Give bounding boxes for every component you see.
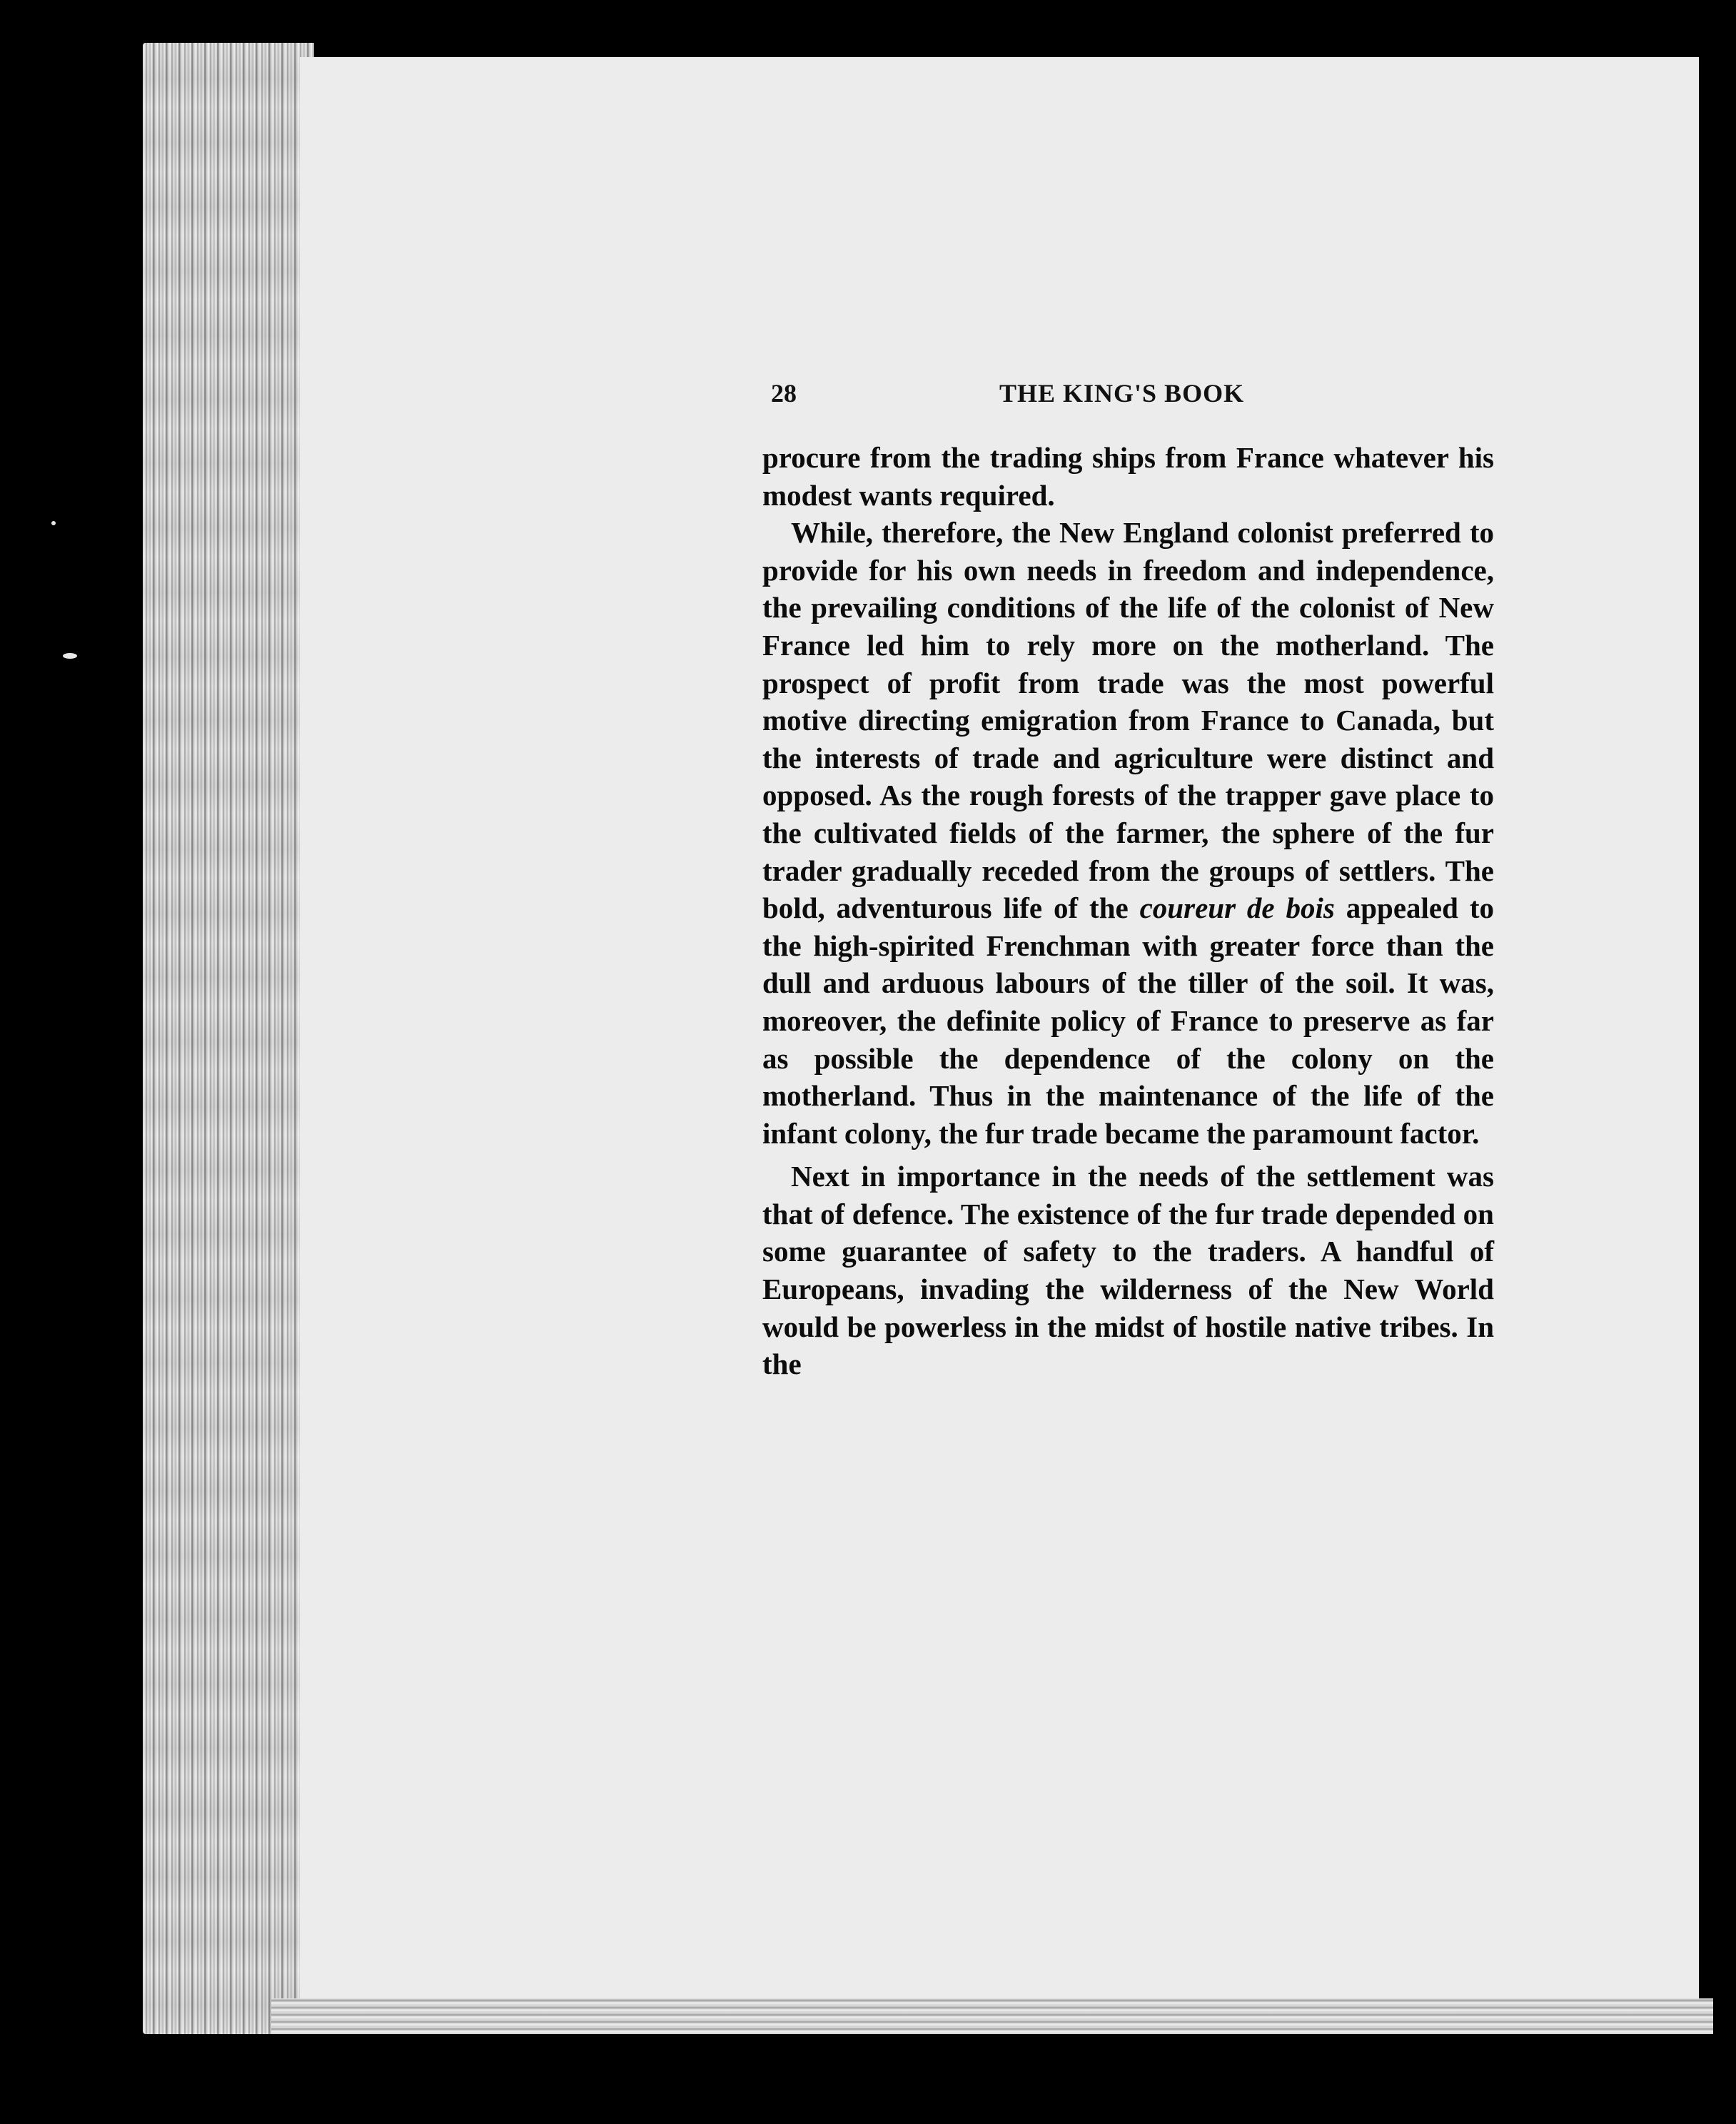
book-page-edges (143, 43, 314, 2034)
body-text (762, 439, 1494, 1383)
scan-speck (63, 653, 77, 659)
paragraph-text: While, therefore, the New England colonist preferred to provide for his own needs in freedom and independence, the prevailing conditions of the life of the colonist of New France led him to rely more on the motherland. The prospect of profit from trade was the most powerful motive directing emigration from France to Canada, but the interests of trade and agriculture were distinct and opposed. As the rough forests of the trapper gave place to the cultivated fields of the farmer, the sphere of the fur trader gradually receded from the groups of settlers. The bold, adventurous life of the (762, 516, 1494, 925)
book-bottom-edge (271, 1998, 1713, 2034)
paragraph-text: Next in importance in the needs of the settlement was that of defence. The existence of the fur trade depended on some guarantee of safety to the traders. A handful of Europeans, invading the wilderness of the New World would be powerless in the midst of hostile native tribes. In the (762, 1160, 1494, 1381)
paragraph-text: appealed to the high-spirited Frenchman with greater force than the dull and arduous labours of the tiller of the soil. It was, moreover, the definite policy of France to preserve as far as possible the dependence of the colony on the motherland. Thus in the maintenance of the life of the infant colony, the fur trade became the paramount factor. (762, 891, 1494, 1150)
page-number: 28 (771, 379, 797, 408)
running-title: THE KING'S BOOK (999, 379, 1245, 408)
paragraph (762, 1158, 1494, 1383)
paragraph (762, 439, 1494, 514)
scan-speck (51, 521, 56, 525)
italic-phrase: coureur de bois (1139, 891, 1335, 925)
paragraph-text: procure from the trading ships from France whatever his modest wants required. (762, 441, 1494, 512)
paragraph (762, 514, 1494, 1152)
running-head (771, 378, 1492, 421)
